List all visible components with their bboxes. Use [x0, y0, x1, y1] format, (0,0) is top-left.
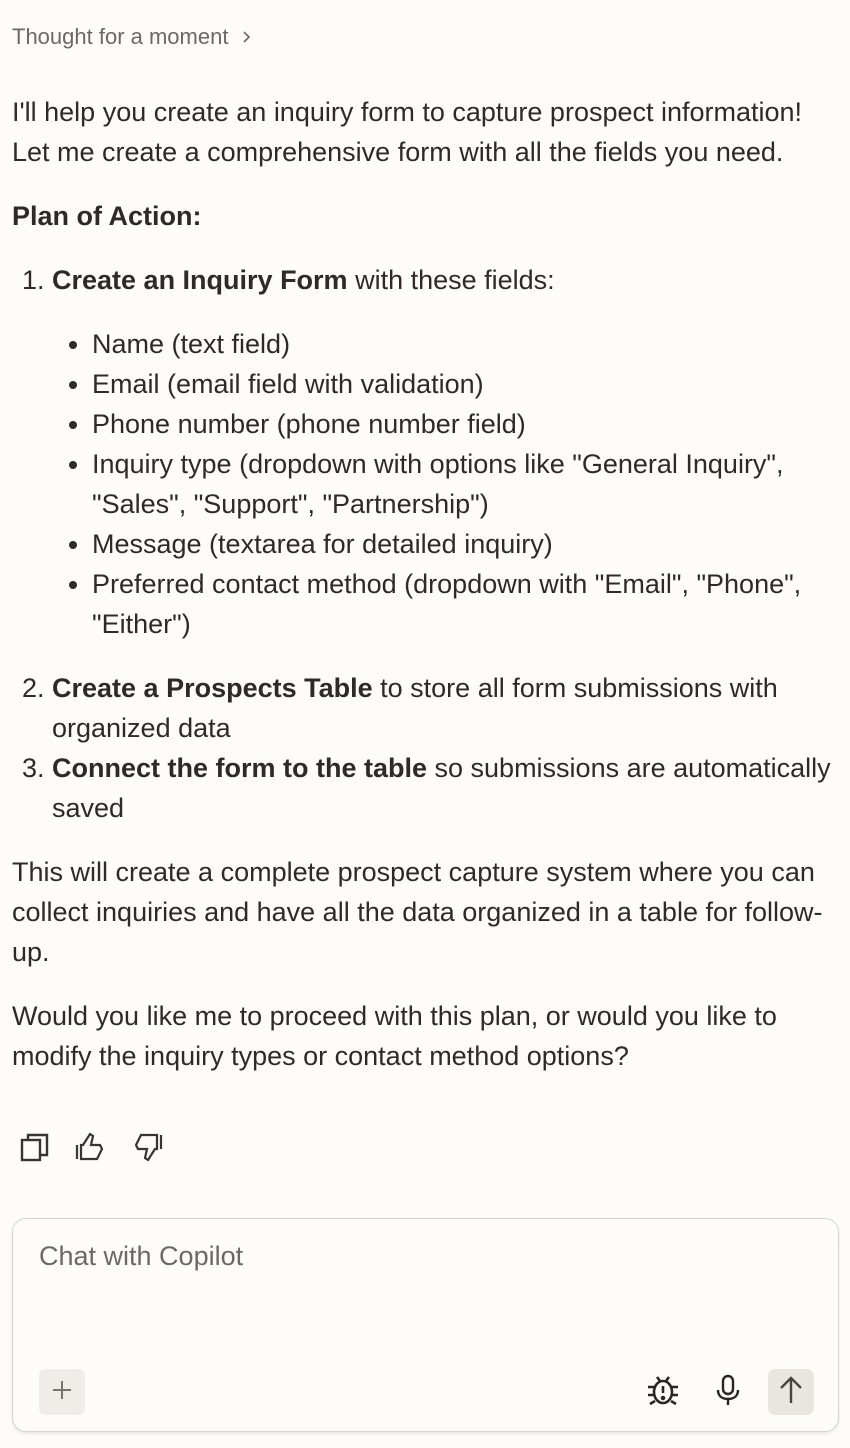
plan-step: 2. Create a Prospects Table to store all form submissions with organized data [52, 668, 838, 748]
assistant-message [12, 92, 838, 1100]
microphone-icon [715, 1374, 741, 1411]
intro-text: I'll help you create an inquiry form to capture prospect information! Let me create a comprehensive form with all the fields you need. [12, 97, 803, 167]
plan-step: 3. Connect the form to the table so submissions are automatically saved [52, 748, 838, 828]
field-list [52, 324, 838, 644]
plan-steps [12, 260, 838, 828]
field-item: • Email (email field with validation) [92, 364, 838, 404]
plan-step: 1. Create an Inquiry Form with these fields: • Name (text field) • Email (email field with validation) • Phone number (phone number field) • Inquiry type (dropdown with options like "General Inquiry", "Sales", "Support", "Partnership") • Message (textarea for detailed inquiry) • Preferred contact method (dropdown with "Email", "Phone", "Either") [52, 260, 838, 644]
send-button[interactable] [768, 1369, 814, 1415]
summary-text: This will create a complete prospect capture system where you can collect inquiries and have all the data organized in a table for follow-up. [12, 857, 823, 967]
field-item: • Phone number (phone number field) [92, 404, 838, 444]
chat-input[interactable]: Chat with Copilot [39, 1241, 244, 1271]
message-actions [18, 1130, 164, 1164]
plan-heading: Plan of Action: [12, 201, 202, 231]
field-item: • Message (textarea for detailed inquiry) [92, 524, 838, 564]
thought-toggle[interactable] [12, 24, 252, 50]
plus-icon [51, 1379, 73, 1406]
thought-label: Thought for a moment [12, 24, 229, 49]
bug-icon [646, 1373, 680, 1412]
chevron-right-icon [242, 24, 252, 50]
arrow-up-icon [778, 1375, 804, 1410]
copy-icon[interactable] [18, 1130, 52, 1164]
question-text: Would you like me to proceed with this plan, or would you like to modify the inquiry types or contact method options? [12, 1001, 777, 1071]
chat-composer [12, 1218, 839, 1432]
field-item: • Name (text field) [92, 324, 838, 364]
microphone-button[interactable] [705, 1369, 751, 1415]
add-button[interactable] [39, 1369, 85, 1415]
field-item: • Preferred contact method (dropdown with "Email", "Phone", "Either") [92, 564, 838, 644]
field-item: • Inquiry type (dropdown with options like "General Inquiry", "Sales", "Support", "Partnership") [92, 444, 838, 524]
thumbs-down-icon[interactable] [130, 1130, 164, 1164]
thumbs-up-icon[interactable] [74, 1130, 108, 1164]
debug-button[interactable] [640, 1369, 686, 1415]
